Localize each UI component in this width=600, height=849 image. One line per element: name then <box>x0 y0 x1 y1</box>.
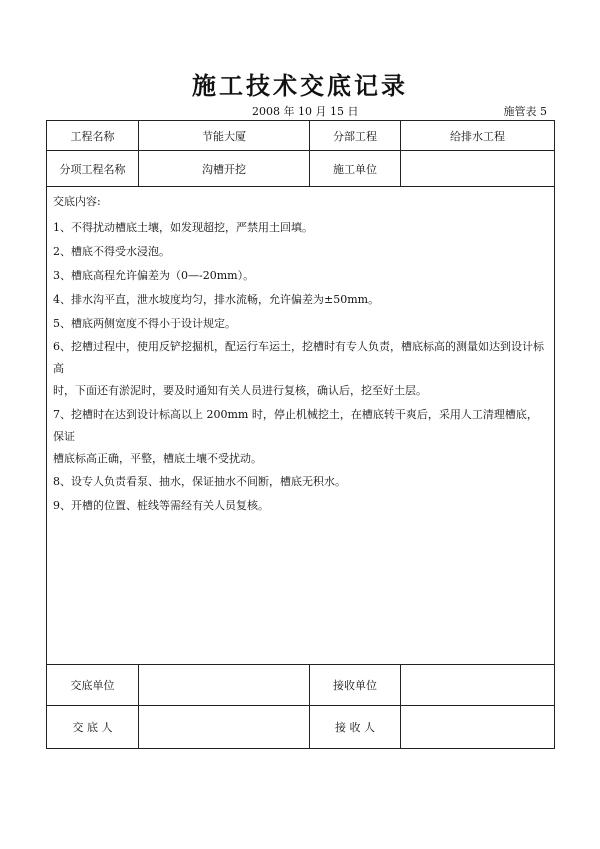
page-title: 施工技术交底记录 <box>192 72 408 100</box>
receiving-unit-label: 接收单位 <box>310 665 401 706</box>
project-name-value[interactable]: 节能大厦 <box>139 121 310 151</box>
content-item-3: 3、槽底高程允许偏差为（0—-20mm）。 <box>53 269 255 282</box>
construction-unit-label: 施工单位 <box>310 151 401 187</box>
receiver-label: 接 收 人 <box>310 706 401 749</box>
content-item-7-line-2: 槽底标高正确，平整，槽底土壤不受扰动。 <box>53 452 262 465</box>
content-item-8: 8、设专人负责看泵、抽水，保证抽水不间断，槽底无积水。 <box>53 475 346 488</box>
content-item-6-line-1: 6、挖槽过程中，使用反铲挖掘机，配运行车运土，挖槽时有专人负责，槽底标高的测量如达到设计标高 <box>53 340 544 375</box>
handover-person-value[interactable] <box>139 706 310 749</box>
disclosure-content[interactable] <box>47 187 555 665</box>
content-heading: 交底内容: <box>53 195 101 208</box>
content-item-6-line-2: 时，下面还有淤泥时，要及时通知有关人员进行复核，确认后，挖至好土层。 <box>53 384 427 397</box>
sub-project-label: 分项工程名称 <box>47 151 139 187</box>
content-item-7-line-1: 7、挖槽时在达到设计标高以上 200mm 时，停止机械挖土，在槽底转干爽后，采用人工清理槽底，保证 <box>53 408 538 443</box>
handover-unit-label: 交底单位 <box>47 665 139 706</box>
handover-unit-value[interactable] <box>139 665 310 706</box>
construction-unit-value[interactable] <box>401 151 555 187</box>
disclosure-form-table <box>46 120 555 749</box>
division-label: 分部工程 <box>310 121 401 151</box>
division-value[interactable]: 给排水工程 <box>401 121 555 151</box>
sub-project-value[interactable]: 沟槽开挖 <box>139 151 310 187</box>
content-item-4: 4、排水沟平直，泄水坡度均匀，排水流畅，允许偏差为±50mm。 <box>53 293 380 306</box>
content-item-9: 9、开槽的位置、桩线等需经有关人员复核。 <box>53 499 269 512</box>
record-date: 2008 年 10 月 15 日 <box>252 105 359 118</box>
receiving-unit-value[interactable] <box>401 665 555 706</box>
content-item-5: 5、槽底两侧宽度不得小于设计规定。 <box>53 317 236 330</box>
receiver-value[interactable] <box>401 706 555 749</box>
form-number: 施管表 5 <box>503 105 547 118</box>
handover-person-label: 交 底 人 <box>47 706 139 749</box>
content-item-2: 2、槽底不得受水浸泡。 <box>53 245 170 258</box>
project-name-label: 工程名称 <box>47 121 139 151</box>
content-item-1: 1、不得扰动槽底土壤，如发现超挖，严禁用土回填。 <box>53 221 313 234</box>
